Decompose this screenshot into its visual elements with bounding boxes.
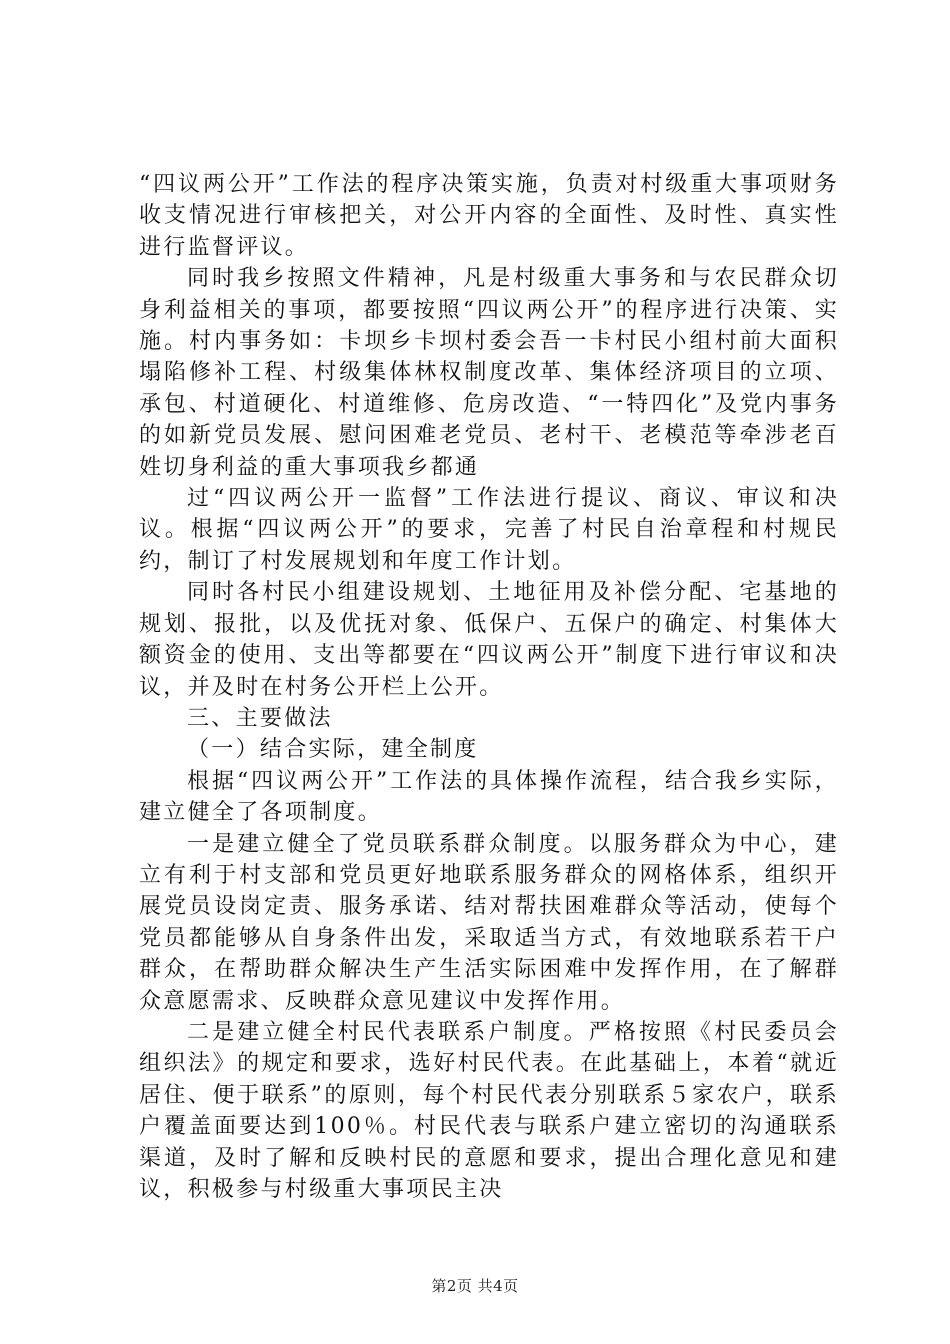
- paragraph-village-affairs: 同时我乡按照文件精神，凡是村级重大事务和与农民群众切身利益相关的事项，都要按照“四议两公开”的程序进行决策、实施。村内事务如：卡坝乡卡坝村委会吾一卡村民小组村前大面积塌陷修补工程、村级集体林权制度改革、集体经济项目的立项、承包、村道硬化、村道维修、危房改造、“一特四化”及党内事务的如新党员发展、慰问困难老党员、老村干、老模范等牵涉老百姓切身利益的重大事项我乡都通: [139, 266, 839, 480]
- document-body: [139, 169, 839, 1205]
- paragraph-party-member-contact: 一是建立健全了党员联系群众制度。以服务群众为中心，建立有利于村支部和党员更好地联系服务群众的网格体系，组织开展党员设岗定责、服务承诺、结对帮扶困难群众等活动，使每个党员都能够从自身条件出发，采取适当方式，有效地联系若干户群众，在帮助群众解决生产生活实际困难中发挥作用，在了解群众意愿需求、反映群众意见建议中发挥作用。: [139, 831, 839, 1014]
- paragraph-four-discussions: 过“四议两公开一监督”工作法进行提议、商议、审议和决议。根据“四议两公开”的要求，完善了村民自治章程和村规民约，制订了村发展规划和年度工作计划。: [139, 486, 839, 574]
- paragraph-workflow: 根据“四议两公开”工作法的具体操作流程，结合我乡实际，建立健全了各项制度。: [139, 768, 839, 826]
- page-number-footer: 第2页 共4页: [431, 1277, 519, 1295]
- subsection-heading-system: （一）结合实际，建全制度: [187, 737, 479, 763]
- paragraph-representative-contact: 二是建立健全村民代表联系户制度。严格按照《村民委员会组织法》的规定和要求，选好村民代表。在此基础上，本着“就近居住、便于联系”的原则，每个村民代表分别联系５家农户，联系户覆盖面要达到100％。村民代表与联系户建立密切的沟通联系渠道，及时了解和反映村民的意愿和要求，提出合理化意见和建议，积极参与村级重大事项民主决: [139, 1019, 839, 1202]
- paragraph-group-planning: 同时各村民小组建设规划、土地征用及补偿分配、宅基地的规划、报批，以及优抚对象、低保户、五保户的确定、村集体大额资金的使用、支出等都要在“四议两公开”制度下进行审议和决议，并及时在村务公开栏上公开。: [139, 580, 839, 700]
- section-heading-main-practices: 三、主要做法: [187, 705, 333, 731]
- paragraph-continuation: “四议两公开”工作法的程序决策实施，负责对村级重大事项财务收支情况进行审核把关，对公开内容的全面性、及时性、真实性进行监督评议。: [139, 172, 839, 260]
